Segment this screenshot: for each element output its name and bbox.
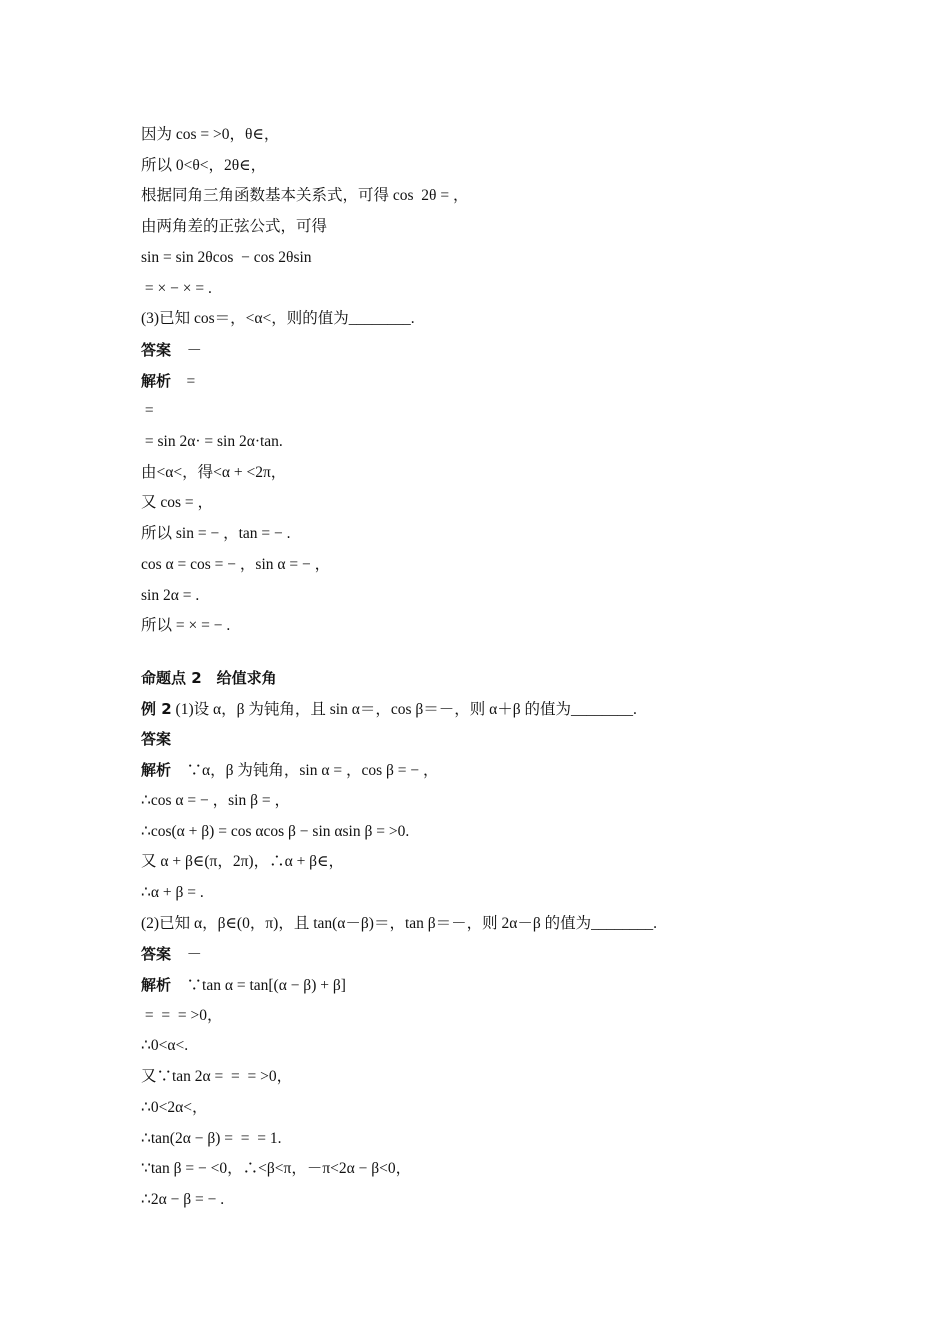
text-segment: 根据同角三角函数基本关系式，可得 cos 2θ = ，: [141, 187, 469, 204]
text-segment: = sin 2α· = sin 2α·tan.: [141, 433, 283, 450]
text-segment: (3)已知 cos＝，<α<，则的值为________.: [141, 310, 415, 327]
text-segment: ∴cos(α + β) = cos αcos β − sin αsin β = >0.: [141, 823, 410, 840]
text-segment: = × − × = .: [141, 280, 212, 297]
text-segment: ∴cos α = − ，sin β = ，: [141, 792, 290, 809]
bold-label: 解析: [141, 976, 172, 994]
bold-label: 答案: [141, 341, 172, 359]
text-line: [141, 1190, 224, 1210]
text-line: [141, 1098, 207, 1118]
text-line: [141, 586, 199, 606]
bold-label: 命题点 2 给值求角: [141, 669, 277, 687]
bold-label: 答案: [141, 945, 172, 963]
text-segment: 又 α + β∈(π，2π)，∴α + β∈，: [141, 853, 345, 870]
text-line: [141, 852, 344, 872]
text-line: [141, 1006, 222, 1026]
text-line: [141, 791, 290, 811]
text-segment: ∴0<2α<，: [141, 1099, 208, 1116]
text-line: [141, 1129, 281, 1149]
bold-label: 例 2: [141, 700, 172, 718]
text-segment: sin = sin 2θcos − cos 2θsin: [141, 249, 312, 266]
text-line: [141, 616, 230, 636]
text-line: [141, 944, 202, 965]
text-segment: =: [141, 402, 154, 419]
text-segment: (1)设 α，β 为钝角，且 sin α＝，cos β＝－，则 α＋β 的值为________.: [171, 701, 637, 718]
bold-label: 答案: [141, 730, 172, 748]
text-line: [141, 1067, 292, 1087]
text-line: [141, 883, 204, 903]
text-line: [141, 156, 266, 176]
text-segment: －: [171, 342, 203, 359]
text-line: [141, 186, 468, 206]
text-segment: = = = >0，: [141, 1007, 223, 1024]
text-line: [141, 1036, 188, 1056]
text-segment: (2)已知 α，β∈(0，π)，且 tan(α－β)＝，tan β＝－，则 2α－β 的值为________.: [141, 915, 658, 932]
text-line: [141, 125, 279, 145]
text-line: [141, 309, 415, 329]
text-line: [141, 371, 195, 392]
text-line: [141, 463, 286, 483]
text-segment: ∵tan β = − <0，∴<β<π，－π<2α − β<0，: [141, 1160, 412, 1177]
text-line: [141, 340, 202, 361]
text-line: [141, 555, 330, 575]
text-line: [141, 279, 212, 299]
text-segment: 所以 0<θ<，2θ∈，: [141, 157, 267, 174]
text-line: [141, 432, 283, 452]
text-segment: ∴0<α<.: [141, 1037, 189, 1054]
text-line: [141, 729, 171, 750]
text-segment: sin 2α = .: [141, 587, 200, 604]
text-segment: 所以 sin = − ，tan = − .: [141, 525, 291, 542]
text-line: [141, 914, 657, 934]
text-line: [141, 975, 346, 996]
text-segment: =: [171, 373, 196, 390]
text-line: [141, 401, 154, 421]
text-segment: 由<α<，得<α + <2π，: [141, 464, 287, 481]
text-segment: 又∵tan 2α = = = >0，: [141, 1068, 293, 1085]
text-line: [141, 699, 637, 720]
text-line: [141, 822, 409, 842]
text-segment: 由两角差的正弦公式，可得: [141, 218, 328, 235]
text-line: [141, 1159, 411, 1179]
bold-label: 解析: [141, 372, 172, 390]
text-segment: －: [171, 946, 203, 963]
text-segment: ∵α，β 为钝角，sin α = ，cos β = − ，: [171, 762, 439, 779]
text-line: [141, 668, 277, 689]
text-segment: ∴2α − β = − .: [141, 1191, 225, 1208]
text-line: [141, 760, 439, 781]
text-segment: 因为 cos = >0，θ∈，: [141, 126, 280, 143]
text-segment: ∴α + β = .: [141, 884, 204, 901]
text-segment: 又 cos = ，: [141, 494, 214, 511]
text-line: [141, 524, 291, 544]
text-line: [141, 217, 327, 237]
text-segment: 所以 = × = − .: [141, 617, 231, 634]
text-line: [141, 248, 312, 268]
text-line: [141, 493, 213, 513]
text-segment: cos α = cos = − ，sin α = − ，: [141, 556, 331, 573]
text-segment: ∴tan(2α − β) = = = 1.: [141, 1130, 282, 1147]
bold-label: 解析: [141, 761, 172, 779]
text-segment: ∵tan α = tan[(α − β) + β]: [171, 977, 346, 994]
